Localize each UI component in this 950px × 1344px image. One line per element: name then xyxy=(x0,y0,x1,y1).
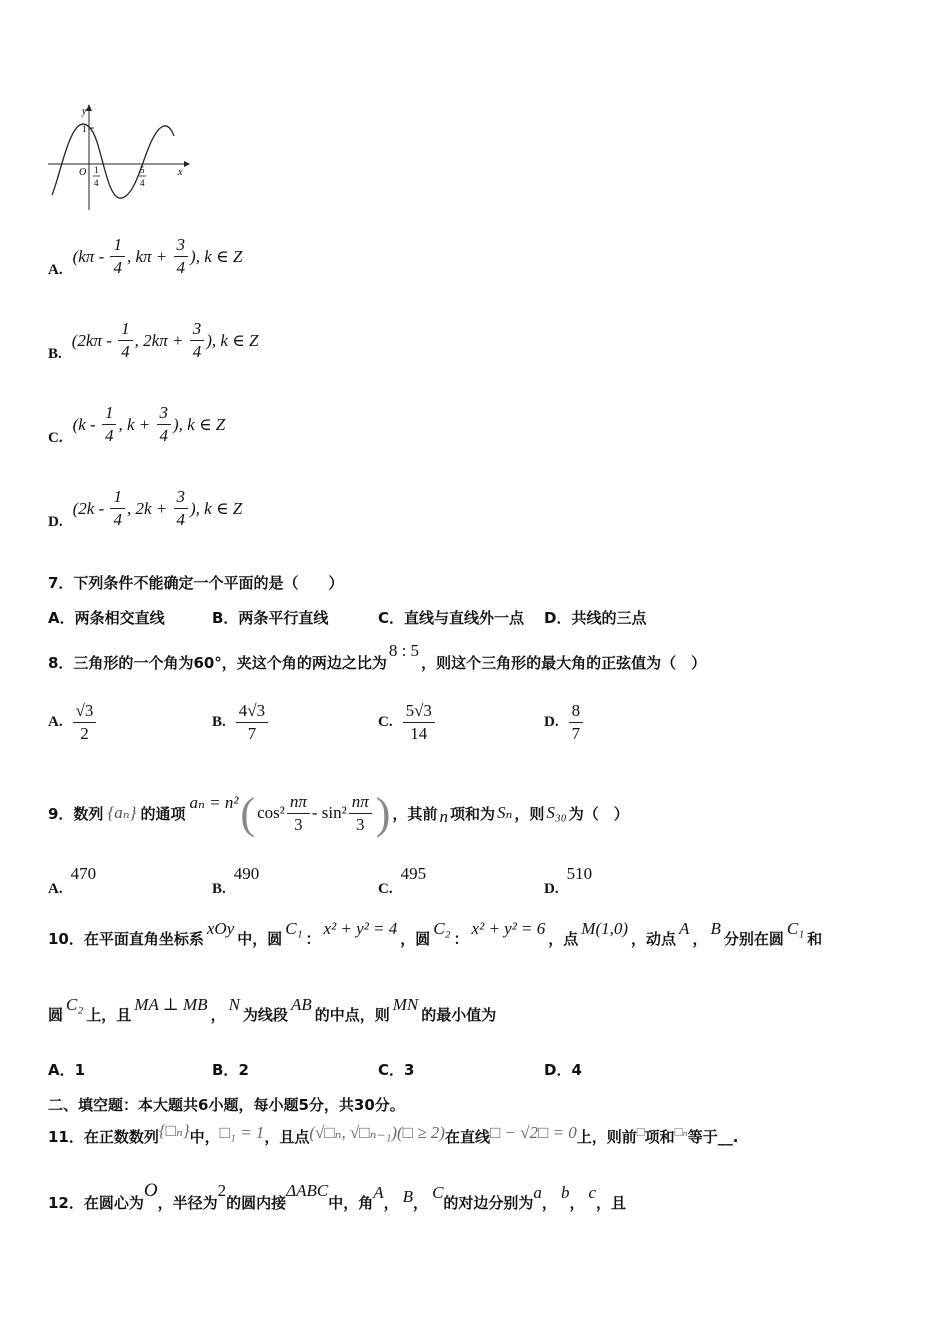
q12-angle-c: C xyxy=(432,1183,444,1202)
q12-mid4: 的对边分别为 xyxy=(443,1194,534,1212)
q10-text: 的中点，则 xyxy=(314,1006,390,1024)
q10-option-label: C． xyxy=(378,1061,405,1079)
q8-option-label: A. xyxy=(48,714,63,730)
q9-mid4: ，则 xyxy=(514,804,545,823)
q10-text: ， xyxy=(692,930,708,948)
q12-sep-4: ， xyxy=(569,1194,585,1212)
q8-frac-num: 5√3 xyxy=(403,700,435,723)
q10-text: ，圆 xyxy=(400,930,431,948)
q10-option-label: B． xyxy=(212,1061,239,1079)
q8-option-label: D. xyxy=(544,714,559,730)
q6-expr-part: 3 xyxy=(190,318,205,341)
q6-expr-part: ), k ∈ Z xyxy=(190,246,243,266)
q6-option-label: D. xyxy=(48,514,63,530)
q9-frac1-num: nπ xyxy=(287,791,310,814)
q6-expr-part: 4 xyxy=(104,426,114,445)
q6-expr-part: (2k - xyxy=(72,498,109,518)
q6-expr-part: , k + xyxy=(118,414,155,434)
q11-n: □ xyxy=(636,1124,645,1139)
q10-math: AB xyxy=(290,995,312,1014)
q8-option-fraction xyxy=(73,700,97,745)
q8-frac-den: 2 xyxy=(80,724,89,743)
q10-math: N xyxy=(228,995,240,1014)
q6-option-expr xyxy=(72,318,259,363)
q11-sn: □ₙ xyxy=(674,1124,688,1139)
q8-option-label: C. xyxy=(378,714,393,730)
q6-option-expr xyxy=(73,234,243,279)
q6-expr-part: 3 xyxy=(157,402,172,425)
q10-text: 中，圆 xyxy=(237,930,283,948)
q12-side-a: a xyxy=(533,1183,542,1202)
q8-option-fraction xyxy=(569,700,584,745)
q8-stem-b: ，则这个三角形的最大角的正弦值为（ ） xyxy=(421,654,707,672)
q8-frac-den: 7 xyxy=(247,724,257,743)
tick-quarter-num: 1 xyxy=(94,165,99,175)
sine-graph xyxy=(40,100,200,215)
q10-line1 xyxy=(48,919,823,949)
q11-line: □ − √2□ = 0 xyxy=(489,1123,577,1142)
q10-option-value: 1 xyxy=(74,1061,86,1079)
q8-frac-den: 14 xyxy=(410,724,428,743)
q6-expr-part: (2kπ - xyxy=(71,330,117,350)
q10-text: 分别在圆 xyxy=(723,930,784,948)
q9-option-value: 510 xyxy=(566,864,593,883)
q12-r: 2 xyxy=(217,1181,227,1200)
y-axis-arrow xyxy=(86,104,92,111)
q10-text: ： xyxy=(305,930,321,948)
q6-option[interactable] xyxy=(48,486,242,531)
q10-text: ，动点 xyxy=(631,930,677,948)
q12-side-b: b xyxy=(560,1183,570,1202)
q9-option[interactable] xyxy=(48,864,97,897)
q8-option[interactable] xyxy=(544,700,585,745)
q8-ratio: 8 : 5 xyxy=(388,641,420,660)
q6-expr-part: 3 xyxy=(174,234,189,257)
q6-expr-part: 1 xyxy=(102,402,117,425)
q12-sep-1: ， xyxy=(383,1194,399,1212)
q9-tail: 为（ ） xyxy=(568,804,629,823)
q10-text: ， xyxy=(210,1006,226,1024)
q8-frac-num: 4√3 xyxy=(236,700,268,723)
q9-seq: {aₙ} xyxy=(107,803,137,822)
q9-frac2-num: nπ xyxy=(349,791,372,814)
q8-option-label: B. xyxy=(212,714,226,730)
q6-expr-part: (k - xyxy=(72,414,100,434)
tick-five-den: 4 xyxy=(140,178,145,188)
q10-option[interactable] xyxy=(212,1059,249,1080)
q8-frac-num: 8 xyxy=(569,700,584,723)
q10-option[interactable] xyxy=(48,1059,85,1080)
q12-angle-a: A xyxy=(373,1183,384,1202)
q9-sn: Sₙ xyxy=(496,803,513,822)
q6-expr-part: 4 xyxy=(176,510,185,529)
q9-sin: - sin² xyxy=(311,803,347,822)
x-axis-arrow xyxy=(184,161,190,167)
q9-option-value: 490 xyxy=(233,864,260,883)
q6-expr-part: 1 xyxy=(110,234,125,257)
q12-tri: ΔABC xyxy=(286,1181,329,1200)
q10-math: MA ⊥ MB xyxy=(134,995,208,1014)
q6-expr-part: 1 xyxy=(110,486,125,509)
q9-s30: S₃₀ xyxy=(546,803,567,822)
q9-mid3: 项和为 xyxy=(449,804,495,823)
q12-tail: ，且 xyxy=(596,1194,627,1212)
q11-a1: □₁ = 1 xyxy=(219,1123,265,1142)
q9-option-value: 470 xyxy=(70,864,97,883)
q8-option[interactable] xyxy=(212,700,270,745)
q9-option-label: A. xyxy=(48,881,63,897)
q12-angle-b: B xyxy=(402,1187,414,1206)
q10-option[interactable] xyxy=(544,1059,582,1080)
q11-mid1: 中， xyxy=(189,1128,220,1146)
q10-option-value: 3 xyxy=(404,1061,415,1079)
q11-point: (√□ₙ, √□ₙ₋₁)(□ ≥ 2) xyxy=(309,1123,445,1142)
q9-stem xyxy=(48,785,629,841)
q7-option-b[interactable]: B．两条平行直线 xyxy=(212,609,329,627)
tick-quarter-den: 4 xyxy=(94,178,99,188)
q10-line2 xyxy=(48,995,497,1025)
q9-lead: 9．数列 xyxy=(48,804,104,823)
q10-math: A xyxy=(679,919,690,938)
q10-math: C₂ xyxy=(433,919,451,938)
q6-expr-part: , 2kπ + xyxy=(134,330,188,350)
q10-option-value: 4 xyxy=(571,1061,582,1079)
q11-seq: {□ₙ} xyxy=(158,1121,190,1140)
q11-mid5: 项和 xyxy=(644,1128,675,1146)
q8-option-fraction xyxy=(236,700,268,745)
q9-option[interactable] xyxy=(378,864,427,897)
q7-option-d[interactable]: D．共线的三点 xyxy=(544,609,647,627)
q9-formula-a: aₙ = n² xyxy=(189,793,239,812)
q6-expr-part: ), k ∈ Z xyxy=(173,414,226,434)
q10-text: ，点 xyxy=(548,930,579,948)
q11-mid3: 在直线 xyxy=(444,1128,490,1146)
q12-mid3: 中，角 xyxy=(328,1194,374,1212)
q6-expr-part: , 2k + xyxy=(126,498,172,518)
q10-math: x² + y² = 4 xyxy=(323,919,398,938)
q6-expr-part: 3 xyxy=(174,486,189,509)
q10-math: C₁ xyxy=(786,919,805,938)
q12-o: O xyxy=(143,1180,158,1201)
q6-expr-part: ), k ∈ Z xyxy=(206,330,259,350)
q6-expr-part: , kπ + xyxy=(126,246,172,266)
section-heading: 二、填空题：本大题共6小题，每小题5分，共30分。 xyxy=(48,1096,405,1114)
q9-mid2: ，其前 xyxy=(392,804,438,823)
q8-stem xyxy=(48,641,707,673)
q6-expr-part: 4 xyxy=(192,342,202,361)
q10-text: ： xyxy=(453,930,469,948)
q10-text: 为线段 xyxy=(242,1006,288,1024)
q6-option-expr xyxy=(73,402,226,447)
q9-frac2-den: 3 xyxy=(356,814,365,834)
q8-frac-num: √3 xyxy=(73,700,97,723)
q10-math: M(1,0) xyxy=(581,919,629,938)
q8-option[interactable] xyxy=(48,700,98,745)
q10-option-label: D． xyxy=(544,1061,572,1079)
q7-stem: 7．下列条件不能确定一个平面的是（ ） xyxy=(48,574,344,592)
q10-math: MN xyxy=(392,995,419,1014)
q10-option-value: 2 xyxy=(238,1061,249,1079)
q11-tail: 等于__. xyxy=(687,1128,739,1146)
q6-expr-part: (kπ - xyxy=(72,246,109,266)
q10-option[interactable] xyxy=(378,1059,414,1080)
q6-expr-part: 4 xyxy=(176,258,186,277)
q10-math: C₂ xyxy=(66,995,84,1014)
x-label: x xyxy=(178,167,183,178)
q10-text: 圆 xyxy=(48,1006,64,1024)
q11-mid2: ，且点 xyxy=(264,1128,310,1146)
q6-option[interactable] xyxy=(48,318,258,363)
q10-text: 10．在平面直角坐标系 xyxy=(48,930,204,948)
q12-lead: 12．在圆心为 xyxy=(48,1194,144,1212)
q10-text: 上，且 xyxy=(86,1006,132,1024)
q6-option-label: B. xyxy=(48,346,62,362)
q9-option[interactable] xyxy=(212,864,260,897)
q10-math: C₁ xyxy=(285,919,303,938)
q9-formula: aₙ = n² ( cos² $\frac{n\pi}{3}$ - sin² $\frac{n\pi}{3}$ ) xyxy=(189,788,391,838)
q10-text: 和 xyxy=(807,930,823,948)
sine-curve xyxy=(52,124,174,198)
q9-option[interactable] xyxy=(544,864,593,897)
q6-expr-part: 1 xyxy=(118,318,133,341)
q6-expr-part: 4 xyxy=(113,258,122,277)
q9-option-label: B. xyxy=(212,881,226,897)
q9-option-value: 495 xyxy=(400,864,427,883)
q8-option-fraction xyxy=(403,700,435,745)
q10-math: xOy xyxy=(206,919,235,938)
q9-n: n xyxy=(439,807,448,826)
q10-math: B xyxy=(710,919,721,938)
q9-cos: cos² xyxy=(257,803,285,822)
tick-one-label: 1 xyxy=(82,124,87,134)
q7-option-a[interactable]: A．两条相交直线 xyxy=(48,609,165,627)
tick-five-num: 5 xyxy=(140,165,145,175)
q6-expr-part: ), k ∈ Z xyxy=(190,498,243,518)
q9-option-label: D. xyxy=(544,881,559,897)
q6-option[interactable] xyxy=(48,402,225,447)
q12-side-c: c xyxy=(588,1183,596,1202)
q12-mid1: ，半径为 xyxy=(157,1194,218,1212)
q6-option-label: A. xyxy=(48,262,63,278)
q11-stem xyxy=(48,1121,739,1147)
q9-option-label: C. xyxy=(378,881,393,897)
q8-frac-den: 7 xyxy=(571,724,581,743)
q12-sep-3: ， xyxy=(541,1194,557,1212)
origin-label: O xyxy=(79,167,87,178)
q11-mid4: 上，则前 xyxy=(576,1128,637,1146)
q7-option-c[interactable]: C．直线与直线外一点 xyxy=(378,609,525,627)
q8-option[interactable] xyxy=(378,700,437,745)
q6-option[interactable] xyxy=(48,234,242,279)
q6-expr-part: 4 xyxy=(121,342,130,361)
q11-lead: 11．在正数数列 xyxy=(48,1128,159,1146)
q9-mid1: 的通项 xyxy=(140,804,186,823)
q6-option-label: C. xyxy=(48,430,63,446)
q12-mid2: 的圆内接 xyxy=(226,1194,287,1212)
q12-sep-2: ， xyxy=(413,1194,429,1212)
q6-expr-part: 4 xyxy=(159,426,168,445)
y-label: y xyxy=(82,106,87,117)
q10-math: x² + y² = 6 xyxy=(471,919,546,938)
q6-option-expr xyxy=(73,486,243,531)
q6-expr-part: 4 xyxy=(113,510,122,529)
q8-stem-a: 8．三角形的一个角为60°，夹这个角的两边之比为 xyxy=(48,654,387,672)
q10-option-label: A． xyxy=(48,1061,75,1079)
q9-frac1-den: 3 xyxy=(294,814,303,834)
q12-stem xyxy=(48,1180,627,1214)
q10-text: 的最小值为 xyxy=(421,1006,497,1024)
